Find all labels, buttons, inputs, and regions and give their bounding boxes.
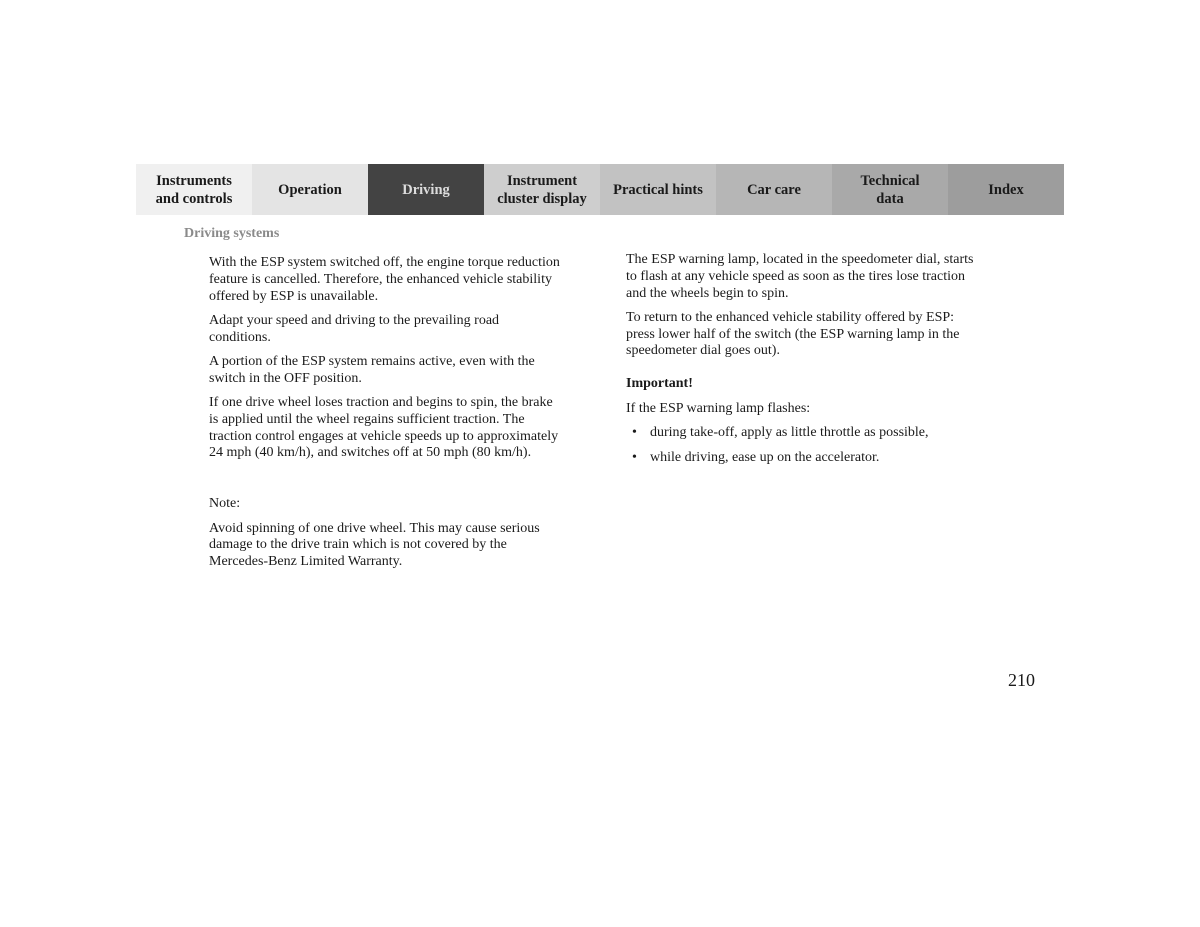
tab-car-care[interactable]	[716, 164, 832, 215]
tab-label-line1: Instrument	[506, 172, 578, 189]
bullet-icon: •	[632, 449, 637, 465]
tab-label-line2: cluster display	[497, 190, 587, 207]
important-label: Important!	[626, 376, 693, 392]
tab-label-line1: Technical	[860, 172, 920, 189]
tab-label-line1: Index	[988, 181, 1024, 198]
tab-practical-hints[interactable]	[600, 164, 716, 215]
right-column	[626, 252, 986, 474]
bullet-icon: •	[632, 424, 637, 440]
tab-operation[interactable]	[252, 164, 368, 215]
paragraph: With the ESP system switched off, the engine torque reduction feature is cancelled. Therefore, the enhanced vehicle stability offered by ESP is unavailable.	[209, 255, 560, 304]
tab-index[interactable]	[948, 164, 1064, 215]
paragraph: A portion of the ESP system remains active, even with the switch in the OFF position.	[209, 353, 535, 386]
note-text: Avoid spinning of one drive wheel. This may cause serious damage to the drive train which is not covered by the Mercedes-Benz Limited Warranty.	[209, 520, 540, 570]
paragraph: If the ESP warning lamp flashes:	[626, 400, 811, 416]
list-item-text: while driving, ease up on the accelerator.	[650, 449, 880, 465]
tab-technical-data[interactable]	[832, 164, 948, 215]
list-item	[626, 450, 986, 467]
page-number: 210	[1008, 670, 1035, 690]
bullet-list	[626, 425, 986, 467]
paragraph: To return to the enhanced vehicle stability offered by ESP: press lower half of the switch (the ESP warning lamp in the speedometer dial goes out).	[626, 309, 960, 359]
left-column	[209, 255, 561, 578]
section-title: Driving systems	[184, 226, 280, 241]
tab-label-line1: Car care	[747, 181, 801, 198]
tab-label-line1: Instruments	[156, 172, 232, 189]
tab-label-line2: data	[876, 190, 904, 207]
paragraph: The ESP warning lamp, located in the speedometer dial, starts to flash at any vehicle speed as soon as the tires lose traction and the wheels begin to spin.	[626, 252, 974, 301]
tab-instruments-and-controls[interactable]	[136, 164, 252, 215]
tab-label-line1: Practical hints	[613, 181, 703, 198]
paragraph: If one drive wheel loses traction and begins to spin, the brake is applied until the wheel regains sufficient traction. The traction control engages at vehicle speeds up to approximately 24 mph (40 km/h), and switches off at 50 mph (80 km/h).	[209, 395, 559, 461]
tab-label-line1: Driving	[402, 181, 450, 198]
note-label: Note:	[209, 496, 241, 512]
tab-label-line1: Operation	[278, 181, 342, 198]
tab-driving[interactable]	[368, 164, 484, 215]
tab-label-line2: and controls	[155, 190, 233, 207]
list-item	[626, 425, 986, 442]
paragraph: Adapt your speed and driving to the prevailing road conditions.	[209, 312, 500, 345]
tab-instrument-cluster-display[interactable]	[484, 164, 600, 215]
chapter-tabs	[136, 164, 1064, 215]
list-item-text: during take-off, apply as little throttle as possible,	[650, 424, 929, 440]
